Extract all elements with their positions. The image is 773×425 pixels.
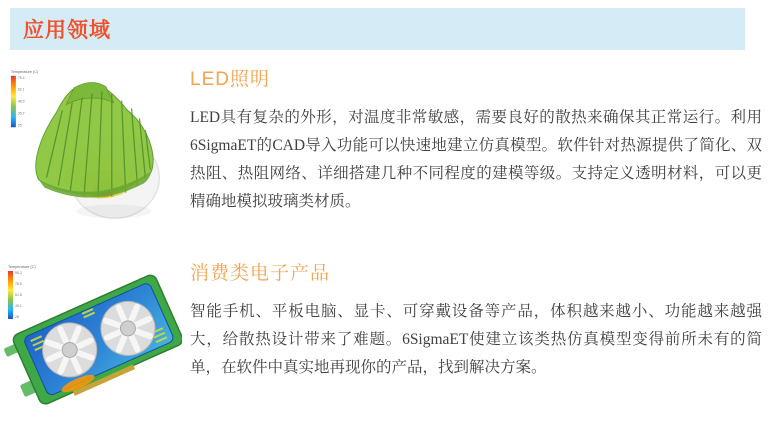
gpu-thermal-sim-graphic <box>2 258 182 420</box>
legend-colorbar <box>11 76 16 127</box>
gpu-thermal-image <box>2 258 182 420</box>
consumer-electronics-body: 智能手机、平板电脑、显卡、可穿戴设备等产品，体积越来越小、功能越来越强大，给散热设计带来了难题。6SigmaET使建立该类热仿真模型变得前所未有的简单，在软件中真实地再现你的产品，找到解决方案。 <box>190 303 762 376</box>
legend-tick: 25 <box>17 123 22 128</box>
legend-colorbar <box>8 271 13 319</box>
legend-title: Temperature (C) <box>8 265 36 269</box>
legend-tick: 75.4 <box>17 75 25 80</box>
led-thermal-sim-graphic <box>3 60 181 240</box>
legend-tick: 78.5 <box>15 282 22 286</box>
legend-tick: 35.7 <box>17 111 25 116</box>
page-title: 应用领域 <box>23 19 111 42</box>
led-shadow <box>76 204 151 218</box>
temperature-legend <box>11 70 39 127</box>
consumer-electronics-heading: 消费类电子产品 <box>190 263 331 284</box>
led-section-body: LED具有复杂的外形，对温度非常敏感，需要良好的散热来确保其正常运行。利用6SigmaET的CAD导入功能可以快速地建立仿真模型。软件针对热源提供了简化、双热阻、热阻网络、详细搭建几种不同程度的建模等级。支持定义透明材料，可以更精确地模拟玻璃类材质。 <box>190 109 762 210</box>
gpu-card <box>2 273 182 414</box>
legend-tick: 48.9 <box>17 99 25 104</box>
section-header-band <box>10 8 745 50</box>
legend-tick: 95.2 <box>15 271 22 275</box>
legend-tick: 61.8 <box>15 293 22 297</box>
legend-title: Temperature (C) <box>10 69 39 74</box>
led-section-text <box>190 64 762 216</box>
legend-tick: 45.1 <box>15 304 22 308</box>
consumer-electronics-section-text <box>190 258 762 382</box>
temperature-legend <box>8 265 36 319</box>
legend-tick: 28 <box>15 315 19 319</box>
led-heatsink-bell <box>36 85 153 194</box>
led-thermal-image <box>3 60 181 240</box>
legend-tick: 62.1 <box>17 87 25 92</box>
led-section-heading: LED照明 <box>190 69 270 90</box>
